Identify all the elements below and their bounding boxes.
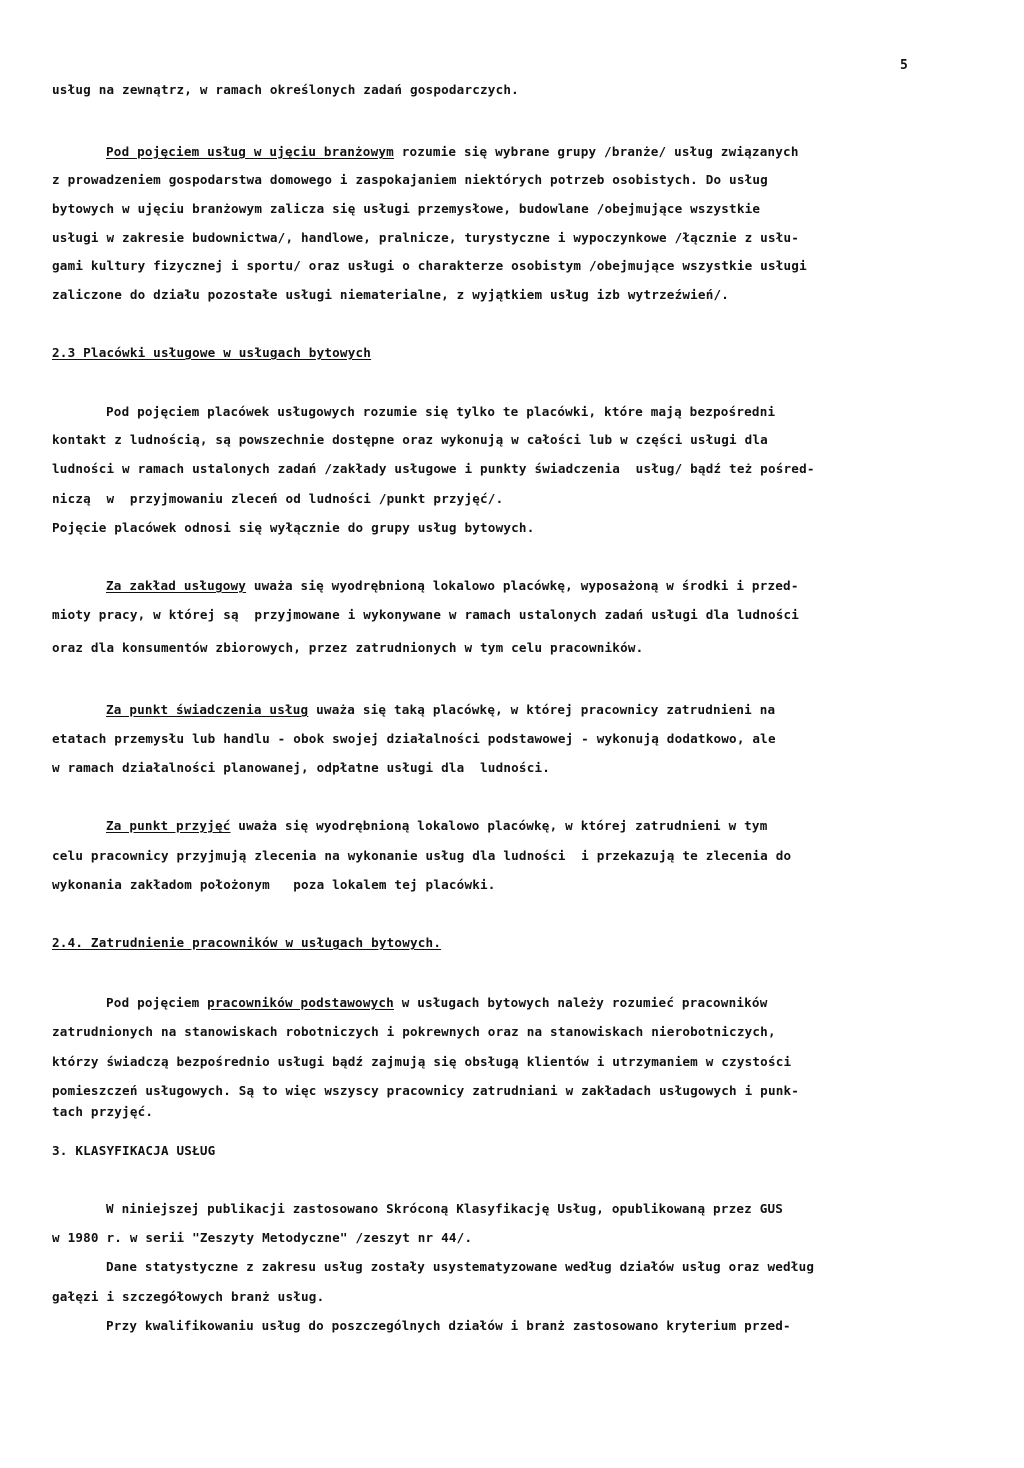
text-line bbox=[52, 1083, 799, 1099]
text-line bbox=[52, 607, 799, 623]
text-line bbox=[52, 172, 768, 188]
text-run: w ramach działalności planowanej, odpłatne usługi dla ludności. bbox=[52, 760, 551, 775]
text-run: pomieszczeń usługowych. Są to więc wszyscy pracownicy zatrudniani w zakładach usługowych i punk- bbox=[52, 1083, 800, 1098]
text-line bbox=[52, 520, 535, 536]
text-line bbox=[52, 640, 643, 656]
text-line bbox=[52, 230, 799, 246]
text-run: mioty pracy, w której są przyjmowane i wykonywane w ramach ustalonych zadań usługi dla ludności bbox=[52, 607, 800, 622]
text-line bbox=[52, 1104, 153, 1120]
text-run: uważa się taką placówkę, w której pracownicy zatrudnieni na bbox=[308, 702, 776, 717]
text-line bbox=[52, 82, 519, 98]
text-run: Pod pojęciem bbox=[106, 995, 208, 1010]
text-run: w usługach bytowych należy rozumieć pracowników bbox=[393, 995, 768, 1010]
text-line bbox=[52, 287, 729, 303]
text-run: gami kultury fizycznej i sportu/ oraz usługi o charakterze osobistym /obejmujące wszystkie usługi bbox=[52, 258, 807, 273]
text-line bbox=[106, 995, 768, 1011]
text-line bbox=[106, 702, 775, 718]
text-run: oraz dla konsumentów zbiorowych, przez zatrudnionych w tym celu pracowników. bbox=[52, 640, 644, 655]
text-line bbox=[106, 1318, 791, 1334]
text-run: usług na zewnątrz, w ramach określonych zadań gospodarczych. bbox=[52, 82, 519, 97]
text-run: Pojęcie placówek odnosi się wyłącznie do grupy usług bytowych. bbox=[52, 520, 535, 535]
text-line bbox=[106, 578, 799, 594]
underlined-term: Za punkt przyjęć bbox=[106, 818, 231, 833]
text-line bbox=[52, 1289, 324, 1305]
text-line bbox=[106, 1259, 814, 1275]
text-line bbox=[52, 201, 760, 217]
text-run: Dane statystyczne z zakresu usług zostały usystematyzowane według działów usług oraz według bbox=[106, 1259, 815, 1274]
underlined-term: pracowników podstawowych bbox=[207, 995, 394, 1010]
page-number: 5 bbox=[900, 58, 908, 73]
text-line bbox=[52, 491, 503, 507]
underlined-term: Pod pojęciem usług w ujęciu branżowym bbox=[106, 144, 394, 159]
text-run: 3. KLASYFIKACJA USŁUG bbox=[52, 1143, 216, 1158]
text-line bbox=[52, 877, 496, 893]
text-run: bytowych w ujęciu branżowym zalicza się usługi przemysłowe, budowlane /obejmujące wszystkie bbox=[52, 201, 761, 216]
text-line bbox=[52, 461, 815, 477]
underlined-term: 2.4. Zatrudnienie pracowników w usługach bytowych. bbox=[52, 935, 442, 950]
text-line bbox=[52, 760, 550, 776]
text-line bbox=[106, 404, 775, 420]
text-run: uważa się wyodrębnioną lokalowo placówkę, w której zatrudnieni w tym bbox=[230, 818, 768, 833]
underlined-term: Za zakład usługowy bbox=[106, 578, 247, 593]
text-run: kontakt z ludnością, są powszechnie dostępne oraz wykonują w całości lub w części usługi dla bbox=[52, 432, 768, 447]
text-line bbox=[52, 345, 371, 361]
text-run: gałęzi i szczegółowych branż usług. bbox=[52, 1289, 325, 1304]
text-line bbox=[106, 144, 799, 160]
text-line bbox=[52, 731, 776, 747]
text-run: rozumie się wybrane grupy /branże/ usług związanych bbox=[393, 144, 799, 159]
text-run: zatrudnionych na stanowiskach robotniczych i pokrewnych oraz na stanowiskach nierobotniczych, bbox=[52, 1024, 776, 1039]
text-line bbox=[52, 432, 768, 448]
text-run: ludności w ramach ustalonych zadań /zakłady usługowe i punkty świadczenia usług/ bądź też pośred- bbox=[52, 461, 815, 476]
text-run: tach przyjęć. bbox=[52, 1104, 154, 1119]
text-run: wykonania zakładom położonym poza lokalem tej placówki. bbox=[52, 877, 496, 892]
text-line bbox=[52, 1054, 791, 1070]
text-run: niczą w przyjmowaniu zleceń od ludności /punkt przyjęć/. bbox=[52, 491, 504, 506]
underlined-term: Za punkt świadczenia usług bbox=[106, 702, 309, 717]
text-run: z prowadzeniem gospodarstwa domowego i zaspokajaniem niektórych potrzeb osobistych. Do usług bbox=[52, 172, 768, 187]
text-line bbox=[52, 848, 791, 864]
text-run: Pod pojęciem placówek usługowych rozumie się tylko te placówki, które mają bezpośredni bbox=[106, 404, 776, 419]
text-run: W niniejszej publikacji zastosowano Skróconą Klasyfikację Usług, opublikowaną przez GUS bbox=[106, 1201, 784, 1216]
underlined-term: 2.3 Placówki usługowe w usługach bytowych bbox=[52, 345, 372, 360]
text-run: w 1980 r. w serii "Zeszyty Metodyczne" /zeszyt nr 44/. bbox=[52, 1230, 473, 1245]
text-line bbox=[106, 1201, 783, 1217]
text-run: Przy kwalifikowaniu usług do poszczególnych działów i branż zastosowano kryterium przed- bbox=[106, 1318, 791, 1333]
text-run: celu pracownicy przyjmują zlecenia na wykonanie usług dla ludności i przekazują te zlecenia do bbox=[52, 848, 792, 863]
text-line bbox=[106, 818, 767, 834]
text-line bbox=[52, 935, 441, 951]
text-run: którzy świadczą bezpośrednio usługi bądź zajmują się obsługą klientów i utrzymaniem w czystości bbox=[52, 1054, 792, 1069]
text-run: usługi w zakresie budownictwa/, handlowe, pralnicze, turystyczne i wypoczynkowe /łącznie z usłu- bbox=[52, 230, 800, 245]
text-line bbox=[52, 1024, 776, 1040]
text-line bbox=[52, 1230, 472, 1246]
text-run: uważa się wyodrębnioną lokalowo placówkę, wyposażoną w środki i przed- bbox=[246, 578, 799, 593]
text-line bbox=[52, 1143, 215, 1159]
text-run: etatach przemysłu lub handlu - obok swojej działalności podstawowej - wykonują dodatkowo, ale bbox=[52, 731, 776, 746]
text-run: zaliczone do działu pozostałe usługi niematerialne, z wyjątkiem usług izb wytrzeźwień/. bbox=[52, 287, 730, 302]
text-line bbox=[52, 258, 807, 274]
